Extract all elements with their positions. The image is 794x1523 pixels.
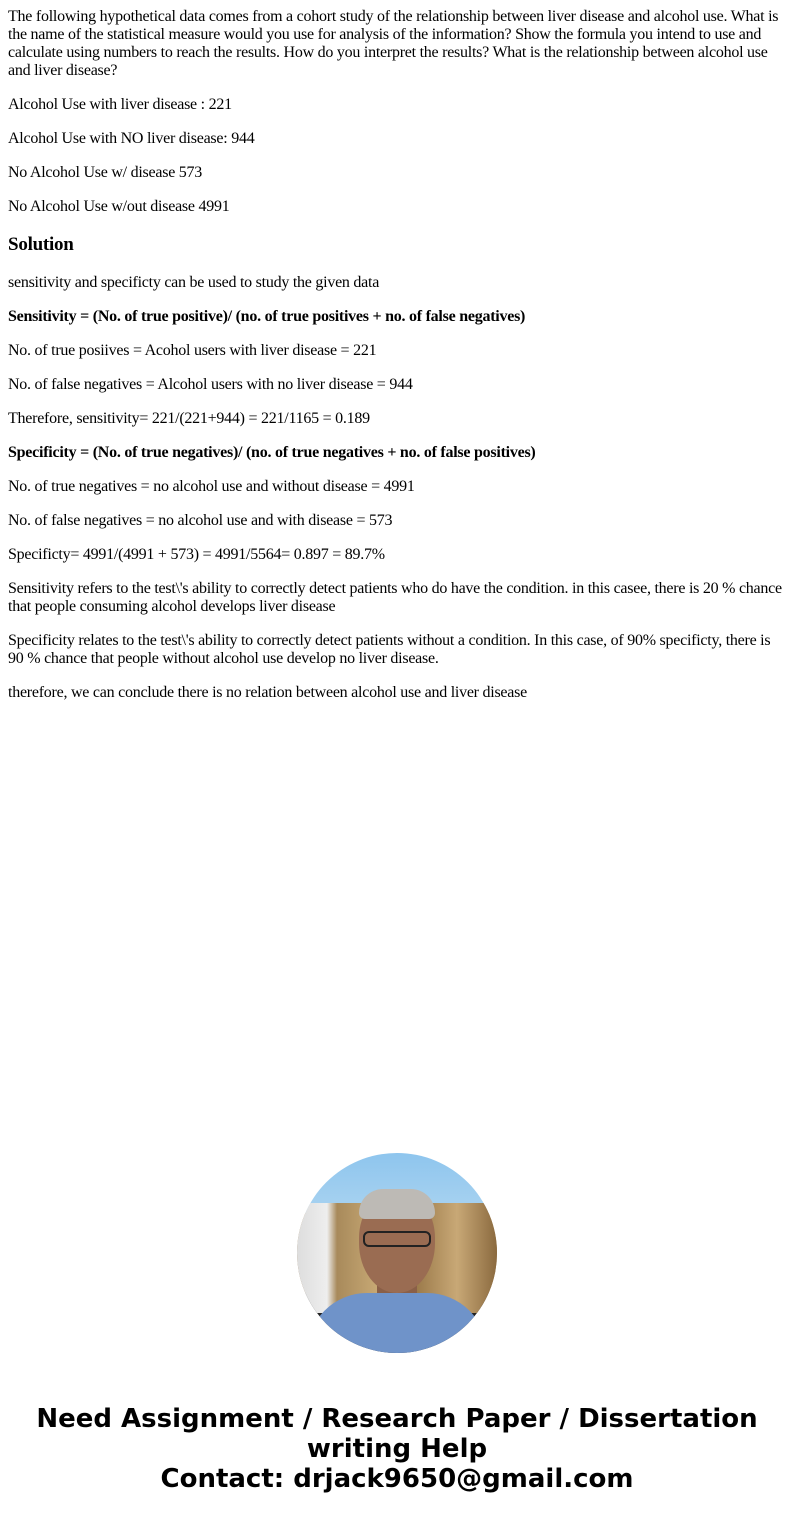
solution-heading: Solution	[8, 234, 74, 255]
solution-paragraph: No. of false negatives = no alcohol use and with disease = 573	[8, 512, 393, 529]
footer-tagline: Need Assignment / Research Paper / Dissertation writing Help	[36, 1404, 758, 1464]
solution-paragraph: No. of true posiives = Acohol users with liver disease = 221	[8, 342, 377, 359]
avatar-hair	[359, 1189, 435, 1219]
solution-paragraph: No. of true negatives = no alcohol use and without disease = 4991	[8, 478, 415, 495]
data-line: Alcohol Use with NO liver disease: 944	[8, 130, 255, 147]
author-avatar	[297, 1153, 497, 1353]
footer-contact: Contact: drjack9650@gmail.com	[160, 1464, 634, 1494]
avatar-shirt	[307, 1293, 487, 1353]
question-intro: The following hypothetical data comes from a cohort study of the relationship between liver disease and alcohol use. What is the name of the statistical measure would you use for analysis of the information? Show the formula you intend to use and calculate using numbers to reach the results. How do you interpret the results? What is the relationship between alcohol use and liver disease?	[8, 8, 779, 79]
solution-paragraph: Therefore, sensitivity= 221/(221+944) = 221/1165 = 0.189	[8, 410, 370, 427]
solution-paragraph: Specificty= 4991/(4991 + 573) = 4991/5564= 0.897 = 89.7%	[8, 546, 385, 563]
document-body	[0, 0, 794, 702]
data-line: No Alcohol Use w/ disease 573	[8, 164, 203, 181]
data-line: No Alcohol Use w/out disease 4991	[8, 198, 230, 215]
solution-paragraph: Specificity relates to the test\'s ability to correctly detect patients without a condition. In this case, of 90% specificty, there is 90 % chance that people without alcohol use develop no liver disease.	[8, 632, 771, 667]
solution-paragraph: therefore, we can conclude there is no relation between alcohol use and liver disease	[8, 684, 527, 701]
contact-footer	[0, 1404, 794, 1494]
avatar-glasses	[363, 1231, 431, 1247]
specificity-formula: Specificity = (No. of true negatives)/ (no. of true negatives + no. of false positives)	[8, 444, 536, 461]
solution-paragraph: No. of false negatives = Alcohol users with no liver disease = 944	[8, 376, 413, 393]
solution-paragraph: sensitivity and specificty can be used to study the given data	[8, 274, 380, 291]
solution-paragraph: Sensitivity refers to the test\'s ability to correctly detect patients who do have the condition. in this casee, there is 20 % chance that people consuming alcohol develops liver disease	[8, 580, 782, 615]
sensitivity-formula: Sensitivity = (No. of true positive)/ (no. of true positives + no. of false negatives)	[8, 308, 526, 325]
data-line: Alcohol Use with liver disease : 221	[8, 96, 232, 113]
